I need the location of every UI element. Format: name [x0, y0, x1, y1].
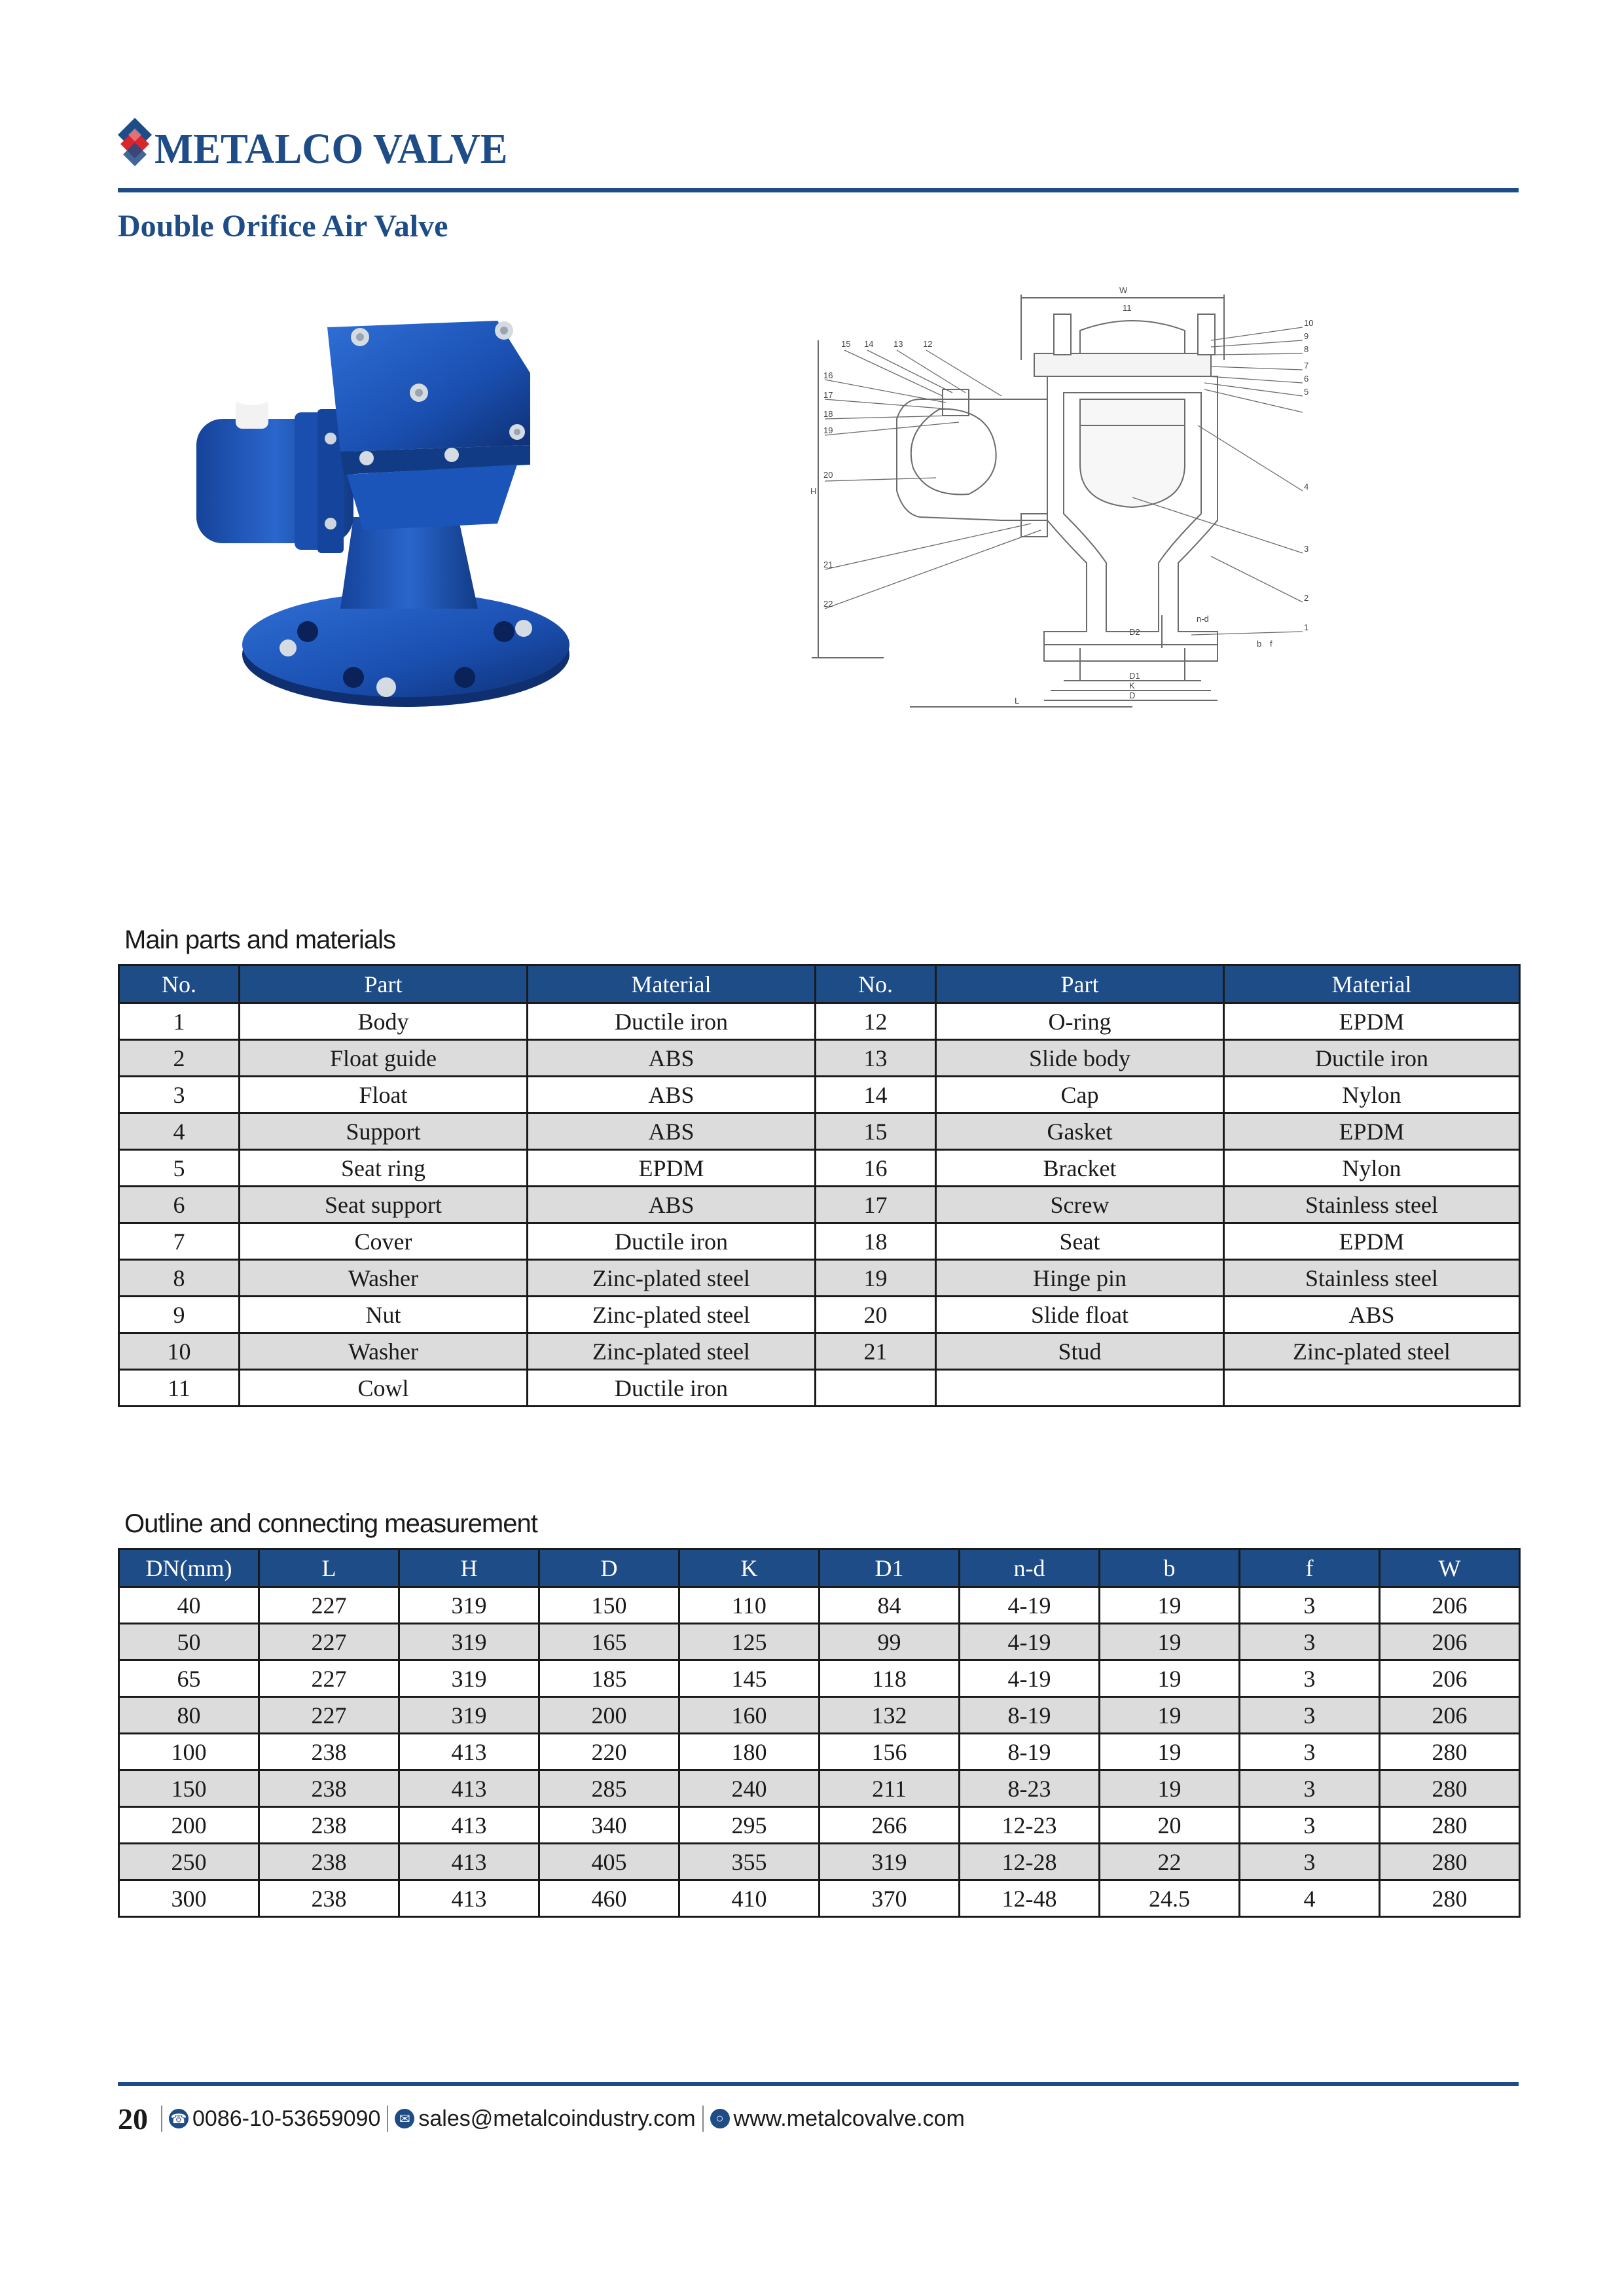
table-cell: Stainless steel [1224, 1260, 1520, 1297]
table-cell: 220 [539, 1734, 679, 1770]
table-cell: 206 [1380, 1624, 1520, 1660]
column-header: n-d [960, 1549, 1100, 1587]
table-cell [816, 1370, 936, 1407]
table-cell: Support [240, 1113, 528, 1150]
table-cell: 17 [816, 1187, 936, 1223]
table-cell: 145 [679, 1660, 820, 1697]
table-cell: 3 [1240, 1734, 1380, 1770]
table-cell: Slide body [936, 1040, 1224, 1077]
table-cell: 4-19 [960, 1624, 1100, 1660]
table-cell: 110 [679, 1587, 820, 1624]
table-cell: Zinc-plated steel [528, 1297, 816, 1333]
table-cell: 19 [816, 1260, 936, 1297]
table-cell: 211 [820, 1770, 960, 1807]
table-cell: 14 [816, 1077, 936, 1113]
table-cell: 125 [679, 1624, 820, 1660]
table-row [119, 1003, 1520, 1040]
drawing-label: 3 [1304, 544, 1309, 554]
table-cell: 18 [816, 1223, 936, 1260]
table-cell: 460 [539, 1880, 679, 1917]
drawing-dim: D1 [1129, 671, 1140, 681]
table-cell: 19 [1100, 1587, 1240, 1624]
table-cell: EPDM [528, 1150, 816, 1187]
table-cell: EPDM [1224, 1113, 1520, 1150]
table-cell: 4-19 [960, 1660, 1100, 1697]
table-cell: Float guide [240, 1040, 528, 1077]
column-header: K [679, 1549, 820, 1587]
table-cell: 319 [399, 1660, 539, 1697]
table-cell: 238 [259, 1880, 399, 1917]
dimensions-header-row [119, 1549, 1520, 1587]
drawing-dim: n-d [1197, 614, 1209, 624]
table-cell: 319 [399, 1587, 539, 1624]
table-cell: 340 [539, 1807, 679, 1844]
table-row [119, 1297, 1520, 1333]
table-cell [1224, 1370, 1520, 1407]
table-cell: 413 [399, 1844, 539, 1880]
table-cell: Body [240, 1003, 528, 1040]
table-cell: ABS [528, 1040, 816, 1077]
drawing-label: 18 [823, 409, 833, 419]
air-valve-illustration [190, 301, 674, 720]
drawing-label: 16 [823, 370, 833, 380]
divider [161, 2106, 162, 2132]
table-cell: EPDM [1224, 1223, 1520, 1260]
table-cell: 13 [816, 1040, 936, 1077]
logo-icon [117, 117, 153, 181]
table-cell: Ductile iron [528, 1223, 816, 1260]
table-cell: Gasket [936, 1113, 1224, 1150]
table-cell: 20 [816, 1297, 936, 1333]
footer-email[interactable]: sales@metalcoindustry.com [418, 2106, 696, 2131]
table-cell: 227 [259, 1624, 399, 1660]
table-cell: 227 [259, 1660, 399, 1697]
table-cell: 132 [820, 1697, 960, 1734]
table-cell: 12-28 [960, 1844, 1100, 1880]
column-header: f [1240, 1549, 1380, 1587]
table-cell: 355 [679, 1844, 820, 1880]
cross-section-drawing [805, 281, 1329, 720]
column-header: No. [816, 965, 936, 1003]
parts-table [118, 964, 1521, 1407]
table-row [119, 1807, 1520, 1844]
table-cell: Seat support [240, 1187, 528, 1223]
table-cell: 405 [539, 1844, 679, 1880]
table-cell: ABS [528, 1187, 816, 1223]
table-cell: 185 [539, 1660, 679, 1697]
column-header: Part [240, 965, 528, 1003]
table-cell: 15 [816, 1113, 936, 1150]
table-cell: 300 [119, 1880, 259, 1917]
table-cell: 280 [1380, 1770, 1520, 1807]
table-cell: Nut [240, 1297, 528, 1333]
table-cell: 2 [119, 1040, 240, 1077]
dimensions-section-title: Outline and connecting measurement [124, 1509, 537, 1538]
column-header: L [259, 1549, 399, 1587]
table-cell: 10 [119, 1333, 240, 1370]
table-cell: 19 [1100, 1624, 1240, 1660]
table-cell: 280 [1380, 1844, 1520, 1880]
drawing-label: 6 [1304, 374, 1309, 384]
table-cell: Ductile iron [1224, 1040, 1520, 1077]
table-cell: Washer [240, 1260, 528, 1297]
table-cell: 4-19 [960, 1587, 1100, 1624]
table-row [119, 1624, 1520, 1660]
table-cell: Float [240, 1077, 528, 1113]
drawing-dim: W [1119, 285, 1128, 295]
table-cell: 238 [259, 1770, 399, 1807]
table-cell: 8 [119, 1260, 240, 1297]
table-cell: 8-19 [960, 1697, 1100, 1734]
table-cell: Hinge pin [936, 1260, 1224, 1297]
table-cell: 206 [1380, 1697, 1520, 1734]
table-cell: Stainless steel [1224, 1187, 1520, 1223]
drawing-label: 7 [1304, 361, 1309, 370]
table-cell: Nylon [1224, 1077, 1520, 1113]
table-cell: 150 [119, 1770, 259, 1807]
table-cell: 4 [119, 1113, 240, 1150]
table-cell: 280 [1380, 1880, 1520, 1917]
table-cell: 16 [816, 1150, 936, 1187]
table-row [119, 1587, 1520, 1624]
page-title: Double Orifice Air Valve [118, 209, 448, 243]
table-cell: 227 [259, 1697, 399, 1734]
footer-rule [118, 2082, 1519, 2086]
phone-icon: ☎ [169, 2109, 189, 2128]
table-cell: Stud [936, 1333, 1224, 1370]
drawing-label: 14 [864, 339, 874, 349]
table-cell: 19 [1100, 1734, 1240, 1770]
table-cell: 250 [119, 1844, 259, 1880]
table-cell: 40 [119, 1587, 259, 1624]
drawing-label: 12 [923, 339, 933, 349]
table-cell: 206 [1380, 1660, 1520, 1697]
table-row [119, 1770, 1520, 1807]
table-row [119, 1660, 1520, 1697]
parts-section-title: Main parts and materials [124, 925, 395, 954]
table-cell: 280 [1380, 1734, 1520, 1770]
table-cell: 227 [259, 1587, 399, 1624]
drawing-dim: H [810, 486, 817, 496]
table-cell: 3 [1240, 1844, 1380, 1880]
table-cell: 65 [119, 1660, 259, 1697]
table-cell: 319 [399, 1697, 539, 1734]
table-cell: 413 [399, 1770, 539, 1807]
table-cell: 19 [1100, 1697, 1240, 1734]
table-cell: 150 [539, 1587, 679, 1624]
table-cell: 3 [1240, 1807, 1380, 1844]
table-row [119, 1113, 1520, 1150]
table-cell: 21 [816, 1333, 936, 1370]
table-cell: Cover [240, 1223, 528, 1260]
table-row [119, 1187, 1520, 1223]
table-cell: Ductile iron [528, 1370, 816, 1407]
drawing-dim: K [1129, 681, 1135, 691]
table-cell: 100 [119, 1734, 259, 1770]
table-cell: 240 [679, 1770, 820, 1807]
table-cell: 3 [119, 1077, 240, 1113]
table-cell: 20 [1100, 1807, 1240, 1844]
page-number: 20 [118, 2102, 148, 2136]
table-cell: 1 [119, 1003, 240, 1040]
table-cell: 319 [399, 1624, 539, 1660]
parts-header-row [119, 965, 1520, 1003]
table-cell: Washer [240, 1333, 528, 1370]
table-cell: ABS [528, 1077, 816, 1113]
table-cell: 4 [1240, 1880, 1380, 1917]
drawing-dim: 11 [1123, 303, 1132, 313]
table-cell: 266 [820, 1807, 960, 1844]
table-cell: ABS [1224, 1297, 1520, 1333]
table-cell: Seat ring [240, 1150, 528, 1187]
table-row [119, 1040, 1520, 1077]
table-cell: Zinc-plated steel [528, 1333, 816, 1370]
table-cell: 12-23 [960, 1807, 1100, 1844]
drawing-label: 9 [1304, 331, 1309, 341]
table-cell: EPDM [1224, 1003, 1520, 1040]
table-row [119, 1333, 1520, 1370]
table-cell: 3 [1240, 1697, 1380, 1734]
table-cell: 319 [820, 1844, 960, 1880]
column-header: W [1380, 1549, 1520, 1587]
table-cell: 118 [820, 1660, 960, 1697]
table-cell: 3 [1240, 1624, 1380, 1660]
column-header: b [1100, 1549, 1240, 1587]
table-cell: 5 [119, 1150, 240, 1187]
footer [118, 2102, 965, 2135]
table-cell: O-ring [936, 1003, 1224, 1040]
table-cell [936, 1370, 1224, 1407]
table-cell: Ductile iron [528, 1003, 816, 1040]
drawing-label: 20 [823, 470, 833, 480]
header-rule [118, 188, 1519, 192]
drawing-label: 2 [1304, 593, 1309, 603]
table-cell: 413 [399, 1880, 539, 1917]
table-cell: 9 [119, 1297, 240, 1333]
table-row [119, 1734, 1520, 1770]
product-photo [190, 301, 674, 720]
table-cell: 12 [816, 1003, 936, 1040]
drawing-dim: L [1015, 696, 1020, 706]
table-cell: Bracket [936, 1150, 1224, 1187]
drawing-dim: b [1257, 639, 1262, 649]
technical-drawing [805, 281, 1329, 720]
table-cell: ABS [528, 1113, 816, 1150]
column-header: D [539, 1549, 679, 1587]
drawing-dim: D2 [1129, 627, 1140, 637]
drawing-dim: D [1129, 691, 1136, 700]
drawing-label: 19 [823, 425, 833, 435]
drawing-dim: f [1270, 639, 1272, 649]
table-cell: 200 [119, 1807, 259, 1844]
column-header: No. [119, 965, 240, 1003]
table-cell: Cowl [240, 1370, 528, 1407]
globe-icon: ○ [710, 2109, 730, 2128]
table-cell: 156 [820, 1734, 960, 1770]
brand-name: METALCO VALVE [154, 125, 508, 173]
table-cell: 238 [259, 1844, 399, 1880]
table-cell: 3 [1240, 1770, 1380, 1807]
table-cell: 295 [679, 1807, 820, 1844]
table-cell: Cap [936, 1077, 1224, 1113]
table-cell: 99 [820, 1624, 960, 1660]
column-header: D1 [820, 1549, 960, 1587]
table-cell: Screw [936, 1187, 1224, 1223]
table-cell: 8-23 [960, 1770, 1100, 1807]
table-cell: Zinc-plated steel [528, 1260, 816, 1297]
drawing-label: 13 [893, 339, 903, 349]
table-cell: 19 [1100, 1660, 1240, 1697]
table-row [119, 1223, 1520, 1260]
table-cell: 50 [119, 1624, 259, 1660]
table-cell: 80 [119, 1697, 259, 1734]
table-cell: 7 [119, 1223, 240, 1260]
table-cell: 24.5 [1100, 1880, 1240, 1917]
table-cell: 84 [820, 1587, 960, 1624]
table-row [119, 1150, 1520, 1187]
table-cell: 413 [399, 1734, 539, 1770]
table-cell: Seat [936, 1223, 1224, 1260]
table-cell: Slide float [936, 1297, 1224, 1333]
table-cell: 200 [539, 1697, 679, 1734]
column-header: Material [528, 965, 816, 1003]
table-cell: 160 [679, 1697, 820, 1734]
divider [702, 2106, 704, 2132]
table-cell: 285 [539, 1770, 679, 1807]
table-cell: 11 [119, 1370, 240, 1407]
table-cell: 19 [1100, 1770, 1240, 1807]
dimensions-table [118, 1548, 1521, 1918]
table-cell: 22 [1100, 1844, 1240, 1880]
table-row [119, 1697, 1520, 1734]
drawing-label: 22 [823, 599, 833, 609]
table-cell: 238 [259, 1807, 399, 1844]
table-cell: Nylon [1224, 1150, 1520, 1187]
divider [387, 2106, 388, 2132]
column-header: Part [936, 965, 1224, 1003]
email-icon: ✉ [395, 2109, 414, 2128]
drawing-label: 15 [841, 339, 851, 349]
table-cell: 3 [1240, 1587, 1380, 1624]
table-row [119, 1844, 1520, 1880]
table-cell: 6 [119, 1187, 240, 1223]
table-cell: 180 [679, 1734, 820, 1770]
table-cell: 410 [679, 1880, 820, 1917]
column-header: H [399, 1549, 539, 1587]
column-header: DN(mm) [119, 1549, 259, 1587]
table-row [119, 1077, 1520, 1113]
footer-website[interactable]: www.metalcovalve.com [733, 2106, 965, 2131]
table-cell: 238 [259, 1734, 399, 1770]
table-cell: 413 [399, 1807, 539, 1844]
drawing-label: 10 [1304, 318, 1314, 328]
column-header: Material [1224, 965, 1520, 1003]
table-cell: 3 [1240, 1660, 1380, 1697]
table-cell: 370 [820, 1880, 960, 1917]
table-row [119, 1260, 1520, 1297]
drawing-label: 8 [1304, 344, 1309, 354]
table-row [119, 1880, 1520, 1917]
table-cell: 12-48 [960, 1880, 1100, 1917]
drawing-label: 17 [823, 390, 833, 400]
table-cell: 206 [1380, 1587, 1520, 1624]
drawing-label: 5 [1304, 387, 1309, 397]
drawing-label: 4 [1304, 482, 1309, 492]
brand-logo [117, 117, 153, 181]
table-cell: 280 [1380, 1807, 1520, 1844]
footer-phone: 0086-10-53659090 [192, 2106, 381, 2131]
table-cell: 165 [539, 1624, 679, 1660]
table-row [119, 1370, 1520, 1407]
table-cell: 8-19 [960, 1734, 1100, 1770]
table-cell: Zinc-plated steel [1224, 1333, 1520, 1370]
drawing-label: 1 [1304, 622, 1309, 632]
drawing-label: 21 [823, 560, 833, 569]
